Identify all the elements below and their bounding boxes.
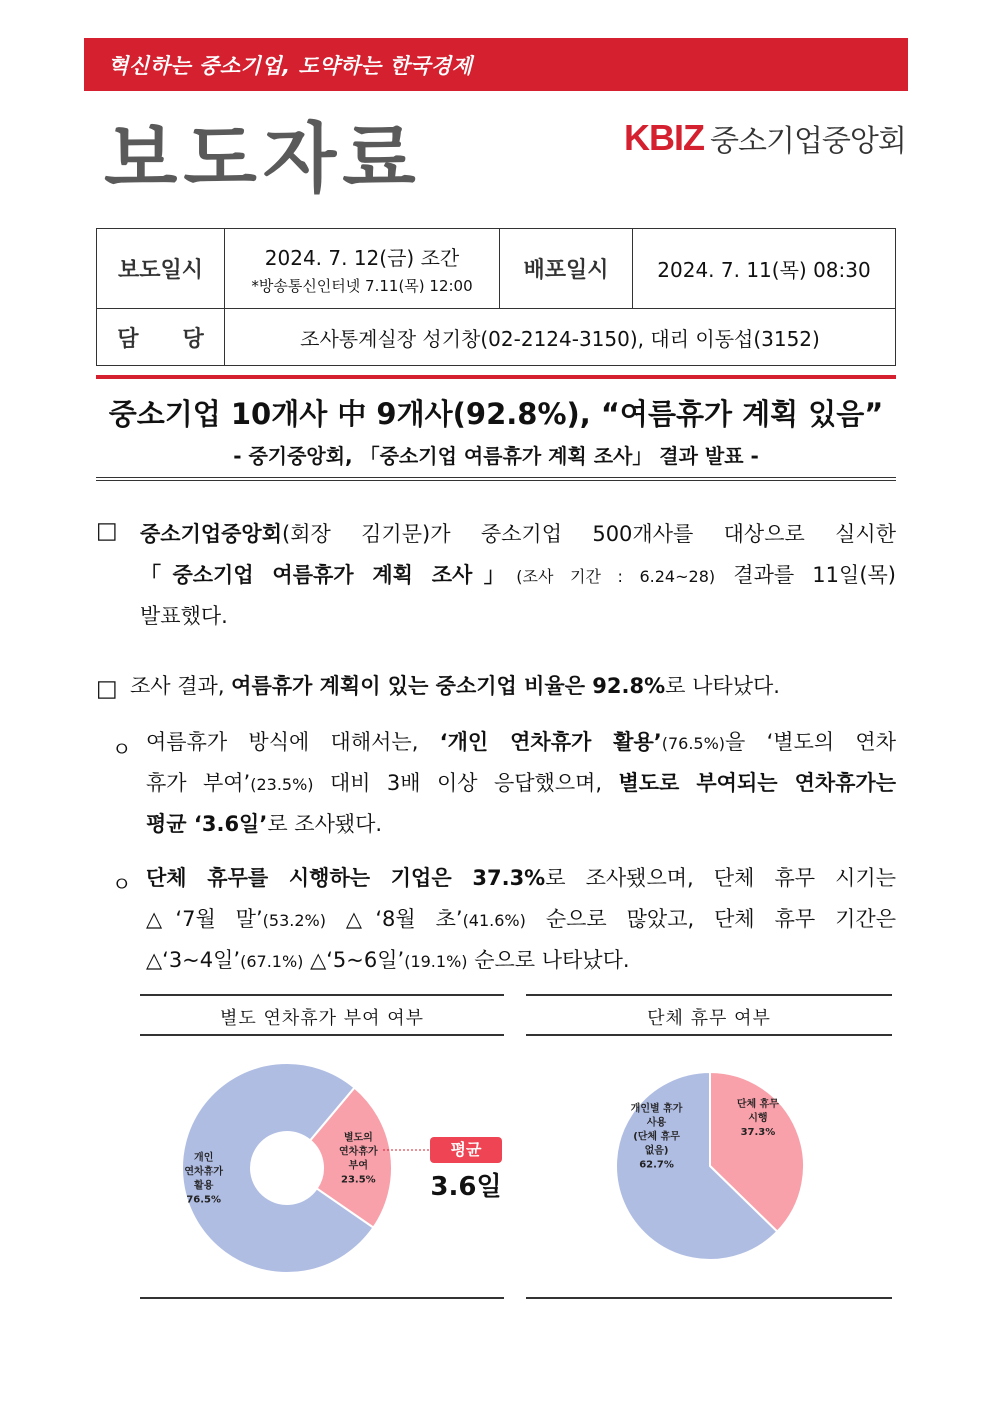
paragraph-3-line-3: 평균 ‘3.6일’로 조사됐다. xyxy=(146,812,383,836)
slice-0-label-line-1: 연차휴가 xyxy=(184,1166,224,1178)
paragraph-3-line-1: 여름휴가 방식에 대해서는, ‘개인 연차휴가 활용’(76.5%)을 ‘별도의 연차 xyxy=(146,730,896,754)
distribute-date-label: 배포일시 xyxy=(500,229,633,309)
chart-2-title: 단체 휴무 여부 xyxy=(647,1008,771,1029)
average-days-value: 3.6일 xyxy=(430,1172,502,1202)
release-info-table xyxy=(96,228,896,366)
slice-0-label-line-0: 개인 xyxy=(194,1152,214,1164)
release-date-note: *방송통신인터넷 7.11(목) 12:00 xyxy=(251,276,473,295)
paragraph-1-line-2: 「중소기업 여름휴가 계획 조사」(조사 기간 : 6.24~28) 결과를 11일(목) xyxy=(140,563,896,587)
slice-0-label-line-2: 활용 xyxy=(194,1180,214,1192)
slice-1-label-line-3: 23.5% xyxy=(340,1174,376,1186)
release-date-cell xyxy=(225,229,500,309)
org-name: 중소기업중앙회 xyxy=(140,522,283,546)
slice-0-label-line-1: 시행 xyxy=(748,1112,768,1124)
kbiz-logo xyxy=(624,116,906,160)
slice-1-label-line-2: 부여 xyxy=(348,1160,369,1172)
chart-1-title: 별도 연차휴가 부여 여부 xyxy=(219,1008,425,1029)
paragraph-3-line-2: 휴가 부여’(23.5%) 대비 3배 이상 응답했으며, 별도로 부여되는 연차휴가는 xyxy=(146,771,896,795)
box-bullet: □ xyxy=(96,518,118,544)
chart-2-bottom-rule xyxy=(526,1297,892,1299)
release-date-label: 보도일시 xyxy=(97,229,225,309)
distribute-date-value: 2024. 7. 11(목) 08:30 xyxy=(633,229,896,309)
circle-bullet: ㅇ xyxy=(112,737,132,761)
document-type-title: 보도자료 xyxy=(104,114,422,203)
chart-2-title-rule xyxy=(526,1034,892,1036)
circle-bullet: ㅇ xyxy=(112,872,132,896)
headline-title: 중소기업 10개사 中 9개사(92.8%), “여름휴가 계획 있음” xyxy=(108,397,884,431)
paragraph-4-line-3: △‘3~4일’(67.1%) △‘5~6일’(19.1%) 순으로 나타났다. xyxy=(146,948,630,972)
survey-name: 「중소기업 여름휴가 계획 조사」 xyxy=(140,563,517,587)
headline-subtitle: - 중기중앙회, 「중소기업 여름휴가 계획 조사」 결과 발표 - xyxy=(233,444,759,468)
paragraph-1-line-3: 발표했다. xyxy=(140,604,228,628)
chart-2-pie xyxy=(526,1040,892,1290)
divider-red xyxy=(96,375,896,379)
chart-1-donut xyxy=(140,1040,440,1290)
slice-1-label-line-0: 개인별 휴가 xyxy=(630,1103,683,1115)
chart-2-top-rule xyxy=(526,994,892,996)
slogan-text: 혁신하는 중소기업, 도약하는 한국경제 xyxy=(108,54,473,78)
chart-1-top-rule xyxy=(140,994,504,996)
slice-1-label-line-2: (단체 휴무 xyxy=(633,1131,680,1143)
slice-1-label-line-3: 없음) xyxy=(644,1145,669,1157)
paragraph-1-line-1: 중소기업중앙회(회장 김기문)가 중소기업 500개사를 대상으로 실시한 xyxy=(140,522,896,546)
paragraph-2: 조사 결과, 여름휴가 계획이 있는 중소기업 비율은 92.8%로 나타났다. xyxy=(130,674,780,698)
slice-1-label-line-4: 62.7% xyxy=(639,1159,674,1171)
paragraph-4-line-2: △‘7월 말’(53.2%) △‘8월 초’(41.6%) 순으로 많았고, 단체 휴무 기간은 xyxy=(146,907,896,931)
logo-mark: KBIZ xyxy=(624,117,704,158)
average-badge: 평균 xyxy=(430,1137,502,1163)
slogan-banner xyxy=(84,38,908,91)
slice-1-label-line-0: 별도의 xyxy=(343,1132,373,1144)
slice-1-label-line-1: 연차휴가 xyxy=(339,1146,378,1158)
contact-label: 담 당 xyxy=(97,309,225,366)
chart-1-title-rule xyxy=(140,1034,504,1036)
contact-value: 조사통계실장 성기창(02-2124-3150), 대리 이동섭(3152) xyxy=(225,309,896,366)
slice-0-label-line-2: 37.3% xyxy=(740,1126,776,1138)
paragraph-4-line-1: 단체 휴무를 시행하는 기업은 37.3%로 조사됐으며, 단체 휴무 시기는 xyxy=(146,866,896,890)
slice-0-label-line-0: 단체 휴무 xyxy=(736,1098,779,1110)
chart-1-bottom-rule xyxy=(140,1297,504,1299)
divider-double xyxy=(96,477,896,481)
slice-0-label-line-3: 76.5% xyxy=(186,1194,222,1206)
slice-1-label-line-1: 사용 xyxy=(646,1117,667,1129)
release-date-value: 2024. 7. 12(금) 조간 xyxy=(264,245,460,270)
logo-org-name: 중소기업중앙회 xyxy=(710,124,906,159)
box-bullet: □ xyxy=(96,676,118,702)
